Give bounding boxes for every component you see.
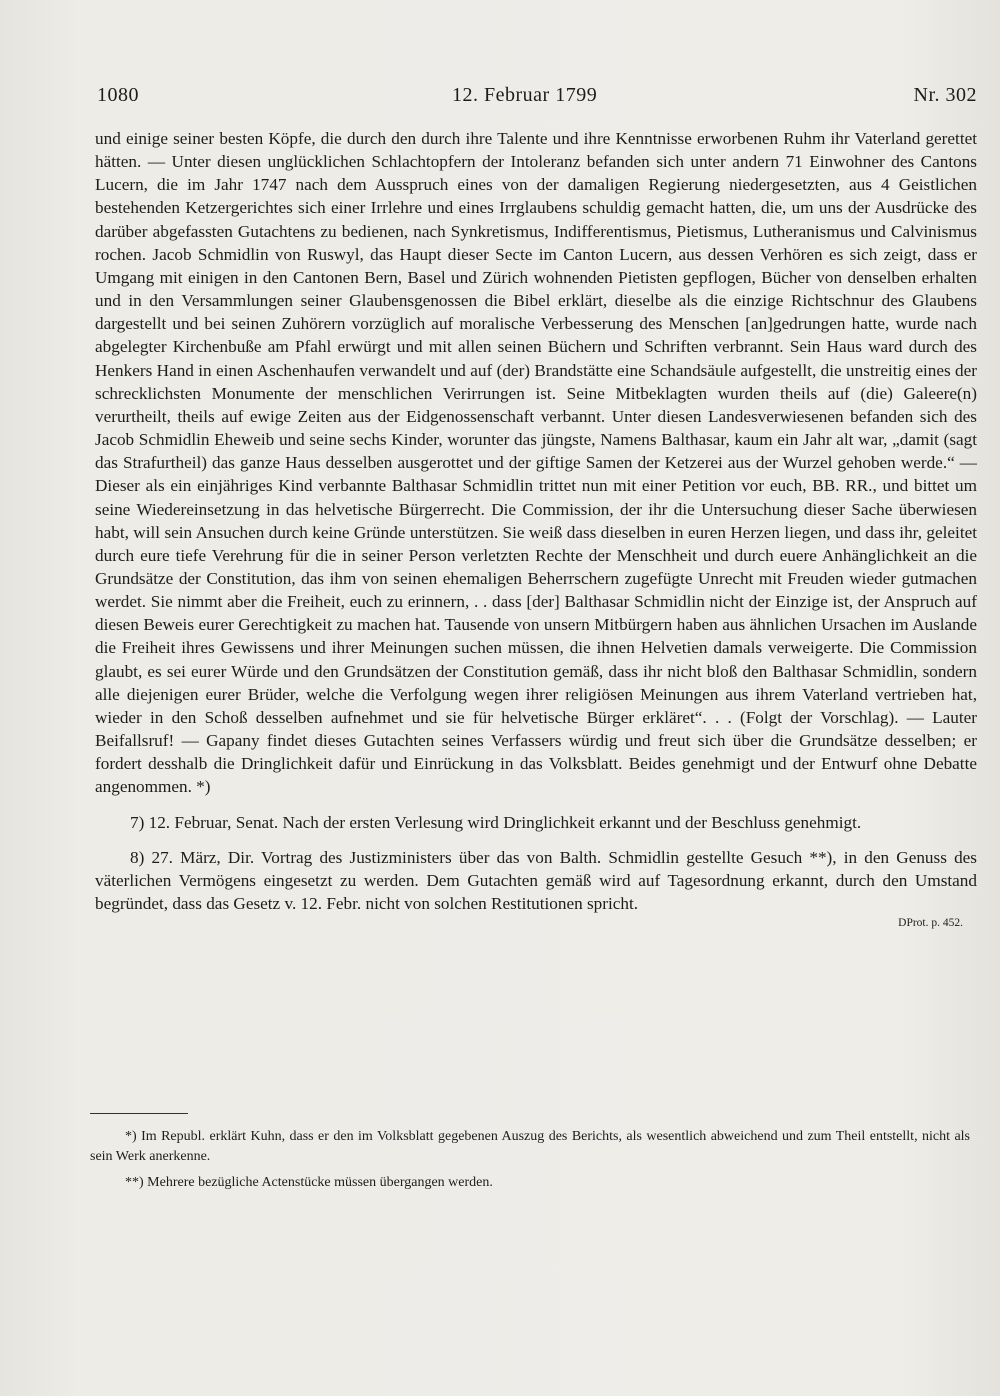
running-head-date: 12. Februar 1799: [452, 84, 598, 106]
main-text: [95, 127, 977, 931]
paragraph-directory-report: 8) 27. März, Dir. Vortrag des Justizministers über das von Balth. Schmidlin gestellte Gesuch **), in den Genuss des väterlichen Vermögens eingesetzt zu werden. Dem Gutachten gemäß wird auf Tagesordnung erkannt, durch den Umstand begründet, dass das Gesetz v. 12. Febr. nicht von solchen Restitutionen spricht.: [95, 847, 977, 913]
footnote-2: **) Mehrere bezügliche Actenstücke müssen übergangen werden.: [125, 1175, 493, 1190]
footnotes: [90, 1127, 970, 1193]
paragraph-senate-decision: 7) 12. Februar, Senat. Nach der ersten Verlesung wird Dringlichkeit erkannt und der Beschluss genehmigt.: [130, 812, 862, 832]
page-number: 1080: [97, 84, 139, 106]
continued-paragraph: und einige seiner besten Köpfe, die durch den durch ihre Talente und ihre Kenntnisse erworbenen Ruhm ihr Vaterland gerettet hätten. — Unter diesen unglücklichen Schlachtopfern der Intoleranz befanden sich unter andern 71 Einwohner des Cantons Lucern, die im Jahr 1747 nach dem Ausspruch eines von der damaligen Regierung niedergesetzten, aus 4 Geistlichen bestehenden Ketzergerichtes sich einer Irrlehre und eines Irrglaubens schuldig gemacht hatten, die, um uns der Ausdrücke des darüber abgefassten Gutachtens zu bedienen, nach Synkretismus, Indifferentismus, Pietismus, Lutheranismus und Calvinismus rochen. Jacob Schmidlin von Ruswyl, das Haupt dieser Secte im Canton Lucern, aus dessen Verhören es sich zeigt, dass er Umgang mit einigen in den Cantonen Bern, Basel und Zürich wohnenden Pietisten gepflogen, Bücher von denselben erhalten und in den Versammlungen seiner Glaubensgenossen die Bibel erklärt, dieselbe als die einzige Richtschnur des Glaubens dargestellt und bei seinen Zuhörern vorzüglich auf moralische Verbesserung des Menschen [an]gedrungen hatte, wurde nach abgelegter Kirchenbuße am Pfahl erwürgt und mit allen seinen Büchern und Schriften verbrannt. Sein Haus ward durch des Henkers Hand in einen Aschenhaufen verwandelt und auf (der) Brandstätte eine Schandsäule aufgestellt, die unstreitig eines der schrecklichsten Monumente der menschlichen Verirrungen ist. Seine Mitbeklagten wurden theils auf (die) Galeere(n) verurtheilt, theils auf ewige Zeiten aus der Eidgenossenschaft verbannt. Unter diesen Landesverwiesenen befanden sich des Jacob Schmidlin Eheweib und seine sechs Kinder, worunter das jüngste, Namens Balthasar, kaum ein Jahr alt war, „damit (sagt das Strafurtheil) das ganze Haus desselben ausgerottet und der giftige Samen der Ketzerei aus der Wurzel gehoben werde.“ — Dieser als ein einjähriges Kind verbannte Balthasar Schmidlin trittet nun mit einer Petition vor euch, BB. RR., und bittet um seine Wiedereinsetzung in das helvetische Bürgerrecht. Die Commission, der ihr die Untersuchung dieser Sache überwiesen habt, will sein Ansuchen durch keine Gründe unterstützen. Sie weiß dass dieselben in euren Herzen liegen, und dass ihr, geleitet durch eure tiefe Verehrung für die in seiner Person verletzten Rechte der Menschheit und durch euere Anhänglichkeit an die Grundsätze der Constitution, das ihm von seinen ehemaligen Beherrschern zugefügte Unrecht mit Freuden wieder gutmachen werdet. Sie nimmt aber die Freiheit, euch zu erinnern, . . dass [der] Balthasar Schmidlin nicht der Einzige ist, der Anspruch auf diesen Beweis eurer Gerechtigkeit zu machen hat. Tausende von unsern Mitbürgern haben aus ähnlichen Ursachen im Auslande die Freiheit ihres Gewissens und ihrer Meinungen suchen müssen, die ihnen Helvetien damals verweigerte. Die Commission glaubt, es sei eurer Würde und den Grundsätzen der Constitution gemäß, dass ihr nicht bloß den Balthasar Schmidlin, sondern alle diejenigen eurer Brüder, welche die Verfolgung wegen ihrer religiösen Meinungen aus ihrem Vaterland vertrieben hat, wieder in den Schoß desselben aufnehmet und sie für helvetische Bürger erkläret“. . . (Folgt der Vorschlag). — Lauter Beifallsruf! — Gapany findet dieses Gutachten seines Verfassers würdig und freut sich über die Grundsätze desselben; er fordert desshalb die Dringlichkeit dafür und Einrückung in das Volksblatt. Beides genehmigt und der Entwurf ohne Debatte angenommen. *): [95, 129, 977, 797]
record-number: Nr. 302: [913, 84, 977, 106]
protocol-reference: DProt. p. 452.: [898, 917, 963, 930]
footnote-divider: [90, 1113, 188, 1114]
footnote-1: *) Im Republ. erklärt Kuhn, dass er den im Volksblatt gegebenen Auszug des Berichts, als wesentlich abweichend und zum Theil entstellt, nicht als sein Werk anerkenne.: [90, 1129, 970, 1164]
running-head: [97, 84, 977, 114]
